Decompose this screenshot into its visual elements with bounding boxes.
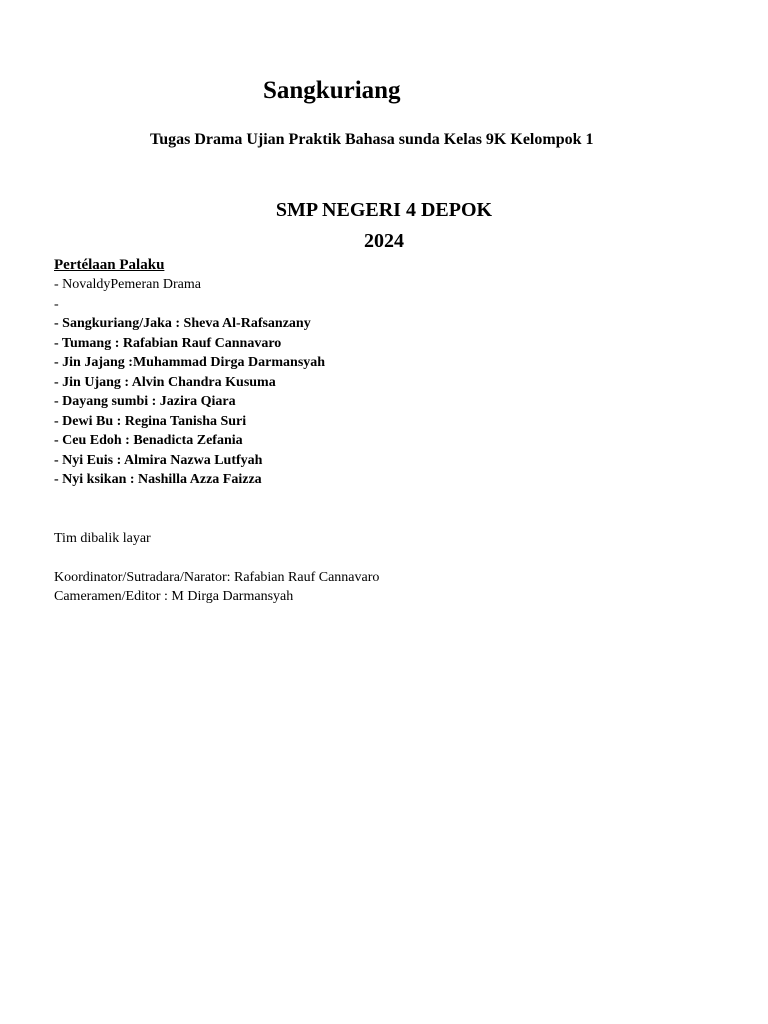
crew-section: [54, 568, 379, 606]
cast-line: - Dewi Bu : Regina Tanisha Suri: [54, 413, 247, 429]
document-subtitle: Tugas Drama Ujian Praktik Bahasa sunda Kelas 9K Kelompok 1: [150, 131, 594, 148]
cast-line: - Nyi Euis : Almira Nazwa Lutfyah: [54, 452, 263, 468]
cast-line: - NovaldyPemeran Drama: [54, 277, 201, 292]
crew-line: Koordinator/Sutradara/Narator: Rafabian Rauf Cannavaro: [54, 570, 380, 585]
document-title: Sangkuriang: [263, 77, 401, 104]
document-year: 2024: [364, 230, 404, 252]
cast-line: - Sangkuriang/Jaka : Sheva Al-Rafsanzany: [54, 316, 311, 331]
cast-line: - Nyi ksikan : Nashilla Azza Faizza: [54, 472, 262, 487]
crew-heading: Tim dibalik layar: [54, 531, 151, 546]
cast-line: - Dayang sumbi : Jazira Qiara: [54, 394, 236, 409]
cast-line: - Jin Ujang : Alvin Chandra Kusuma: [54, 374, 276, 390]
cast-line: - Ceu Edoh : Benadicta Zefania: [54, 433, 243, 448]
cast-line: - Tumang : Rafabian Rauf Cannavaro: [54, 335, 282, 351]
school-name: SMP NEGERI 4 DEPOK: [275, 199, 493, 221]
crew-line: Cameramen/Editor : M Dirga Darmansyah: [54, 589, 294, 604]
cast-section: [54, 255, 325, 490]
cast-line: -: [54, 296, 59, 312]
cast-heading: Pertélaan Palaku: [54, 257, 165, 273]
cast-line: - Jin Jajang :Muhammad Dirga Darmansyah: [54, 355, 326, 370]
